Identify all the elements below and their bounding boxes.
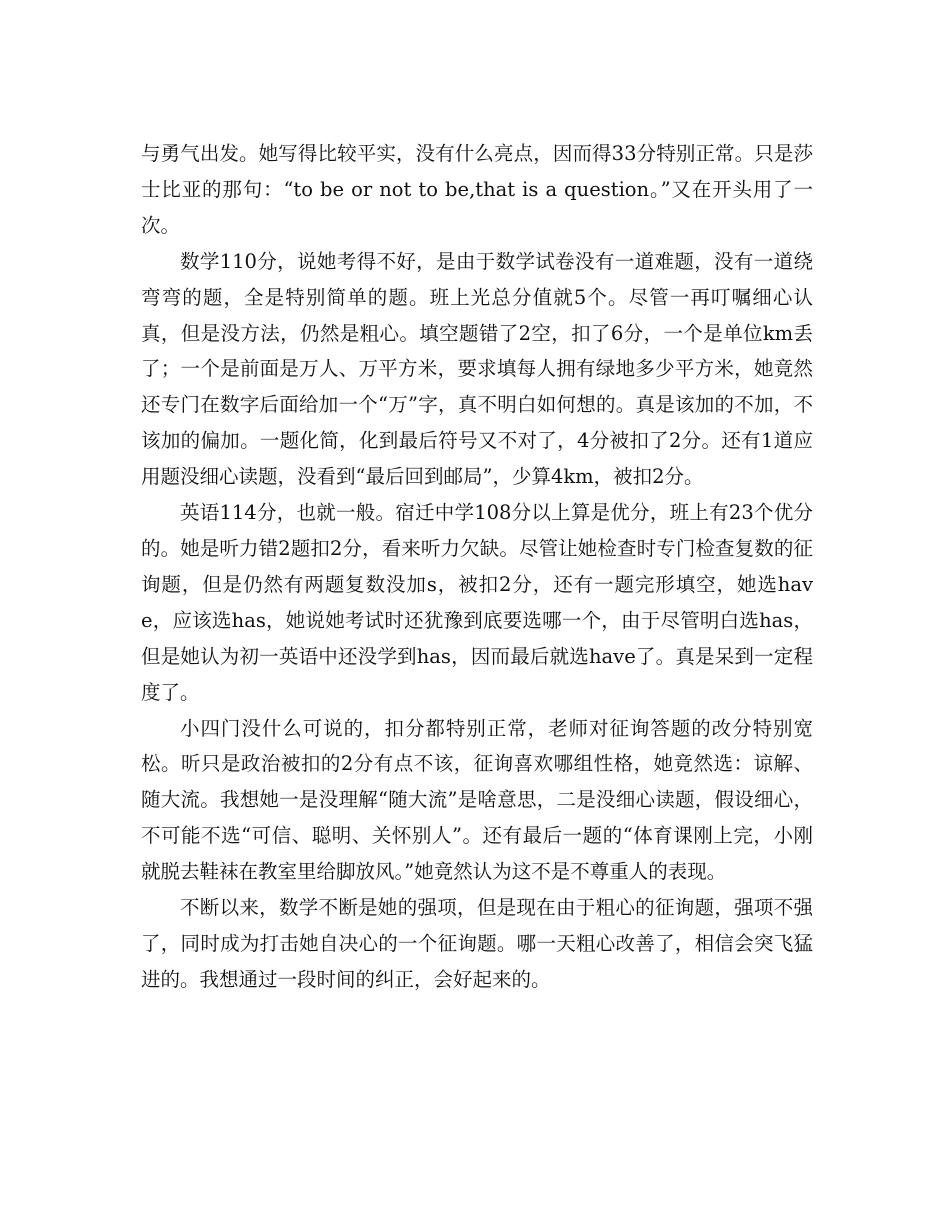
paragraph-math: 数学110分，说她考得不好，是由于数学试卷没有一道难题，没有一道绕弯弯的题，全是特别简单的题。班上光总分值就5个。尽管一再叮嘱细心认真，但是没方法，仍然是粗心。填空题错了2空，扣了6分，一个是单位km丢了；一个是前面是万人、万平方米，要求填每人拥有绿地多少平方米，她竟然还专门在数字后面给加一个“万”字，真不明白如何想的。真是该加的不加，不该加的偏加。一题化简，化到最后符号又不对了，4分被扣了2分。还有1道应用题没细心读题，没看到“最后回到邮局”，少算4km，被扣2分。: [141, 249, 813, 489]
paragraph-continuation: 与勇气出发。她写得比较平实，没有什么亮点，因而得33分特别正常。只是莎士比亚的那句：“to be or not to be,that is a question。”又在开头用了一次。: [141, 142, 813, 237]
paragraph-english: 英语114分，也就一般。宿迁中学108分以上算是优分，班上有23个优分的。她是听力错2题扣2分，看来听力欠缺。尽管让她检查时专门检查复数的征询题，但是仍然有两题复数没加s，被扣2分，还有一题完形填空，她选have，应该选has，她说她考试时还犹豫到底要选哪一个，由于尽管明白选has，但是她认为初一英语中还没学到has，因而最后就选have了。真是呆到一定程度了。: [141, 501, 813, 704]
document-body: [141, 136, 813, 998]
paragraph-conclusion: 不断以来，数学不断是她的强项，但是现在由于粗心的征询题，强项不强了，同时成为打击她自决心的一个征询题。哪一天粗心改善了，相信会突飞猛进的。我想通过一段时间的纠正，会好起来的。: [141, 896, 813, 991]
paragraph-minor-subjects: 小四门没什么可说的，扣分都特别正常，老师对征询答题的改分特别宽松。昕只是政治被扣的2分有点不该，征询喜欢哪组性格，她竟然选：谅解、随大流。我想她一是没理解“随大流”是啥意思，二是没细心读题，假设细心，不可能不选“可信、聪明、关怀别人”。还有最后一题的“体育课刚上完，小刚就脱去鞋袜在教室里给脚放风。”她竟然认为这不是不尊重人的表现。: [141, 716, 813, 884]
